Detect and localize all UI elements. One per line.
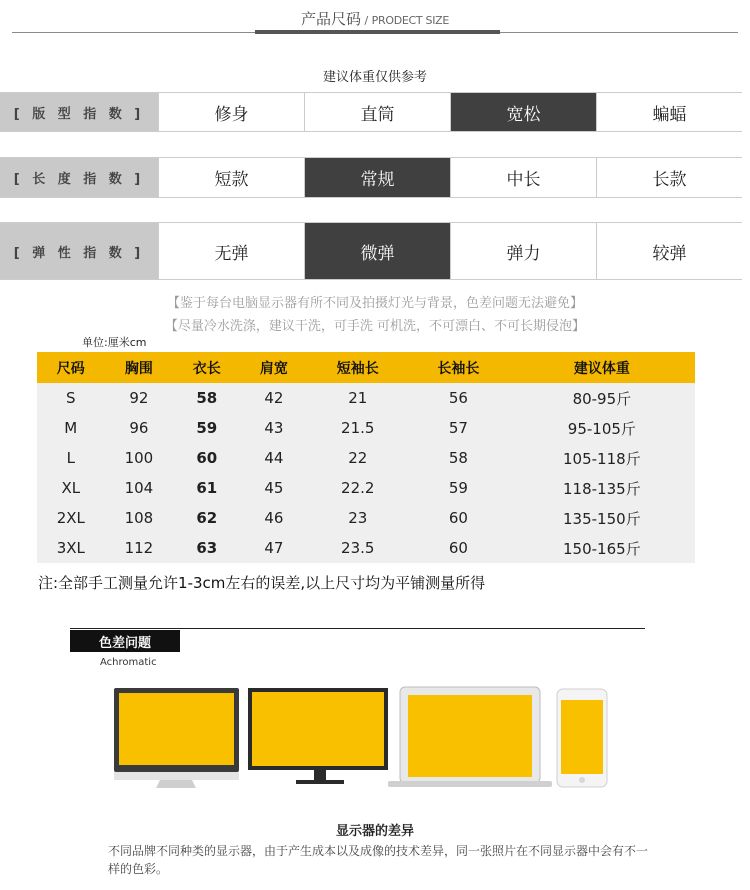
- table-cell: 22: [348, 449, 368, 467]
- color-diff-subtitle: Achromatic: [100, 657, 157, 668]
- table-cell: L: [66, 449, 75, 467]
- table-cell: 118-135斤: [563, 479, 641, 498]
- table-cell: 22.2: [341, 479, 375, 497]
- table-cell: 59: [448, 479, 468, 497]
- index-option: 较弹: [596, 223, 742, 279]
- header-accent-bar: [255, 30, 500, 34]
- table-header-cell: 衣长: [173, 352, 240, 383]
- table-cell: 105-118斤: [563, 449, 641, 468]
- table-cell: 21: [348, 389, 368, 407]
- table-cell: M: [64, 419, 78, 437]
- index-label: [ 长 度 指 数 ]: [0, 158, 158, 197]
- color-diff-description: 不同品牌不同种类的显示器，由于产生成本以及成像的技术差异，同一张照片在不同显示器中会有不一样的色彩。: [108, 844, 649, 876]
- table-cell: 42: [264, 389, 284, 407]
- table-row: [37, 533, 695, 563]
- table-cell: 150-165斤: [563, 539, 641, 558]
- index-option: 常规: [304, 158, 450, 197]
- color-diff-title: 显示器的差异: [335, 824, 414, 839]
- table-header-cell: 肩宽: [240, 352, 307, 383]
- table-cell: 112: [124, 539, 154, 557]
- table-cell: 3XL: [56, 539, 85, 557]
- tv-monitor-icon: [248, 688, 388, 784]
- table-cell: 47: [264, 539, 284, 557]
- table-cell: 23: [348, 509, 368, 527]
- table-cell: 62: [196, 509, 218, 527]
- index-option: 短款: [158, 158, 304, 197]
- table-cell: 23.5: [341, 539, 375, 557]
- table-cell: 100: [124, 449, 154, 467]
- table-header-cell: 长袖长: [408, 352, 509, 383]
- color-diff-divider: [70, 628, 645, 629]
- laptop-icon: [388, 687, 552, 787]
- table-cell: XL: [61, 479, 81, 497]
- table-cell: 108: [124, 509, 154, 527]
- table-cell: 104: [124, 479, 154, 497]
- table-cell: 60: [448, 509, 468, 527]
- weight-reference-note: 建议体重仅供参考: [322, 70, 427, 85]
- table-cell: 135-150斤: [563, 509, 641, 528]
- page-title: [0, 8, 750, 29]
- title-separator: /: [360, 14, 372, 27]
- table-header-cell: 尺码: [37, 352, 105, 383]
- table-row: [37, 503, 695, 533]
- table-header-cell: 胸围: [105, 352, 174, 383]
- fit-index-row: [0, 92, 742, 132]
- index-option: 中长: [450, 158, 596, 197]
- table-cell: 21.5: [341, 419, 375, 437]
- table-row: [37, 383, 695, 413]
- table-cell: 2XL: [56, 509, 85, 527]
- table-cell: 59: [196, 419, 218, 437]
- index-option: 修身: [158, 93, 304, 131]
- index-label: [ 弹 性 指 数 ]: [0, 223, 158, 279]
- table-row: [37, 443, 695, 473]
- table-cell: 60: [448, 539, 468, 557]
- index-option: 长款: [596, 158, 742, 197]
- table-cell: S: [66, 389, 76, 407]
- elasticity-index-row: [0, 222, 742, 280]
- length-index-row: [0, 157, 742, 198]
- unit-label: 单位:厘米cm: [82, 336, 147, 349]
- table-cell: 92: [129, 389, 149, 407]
- desktop-monitor-icon: [114, 688, 239, 788]
- table-cell: 60: [196, 449, 218, 467]
- devices-illustration: [0, 680, 750, 795]
- index-option: 蝙蝠: [596, 93, 742, 131]
- table-cell: 58: [196, 389, 218, 407]
- table-cell: 44: [264, 449, 284, 467]
- table-cell: 58: [448, 449, 468, 467]
- table-cell: 45: [264, 479, 284, 497]
- index-label: [ 版 型 指 数 ]: [0, 93, 158, 131]
- table-cell: 95-105斤: [567, 419, 636, 438]
- table-cell: 61: [196, 479, 218, 497]
- table-row: [37, 413, 695, 443]
- color-diff-tag: 色差问题: [70, 630, 180, 652]
- title-en: PRODECT SIZE: [371, 14, 450, 27]
- washing-instructions: 【尽量冷水洗涤，建议干洗，可手洗 可机洗，不可漂白、不可长期侵泡】: [164, 319, 586, 334]
- phone-icon: [557, 689, 607, 787]
- table-cell: 63: [196, 539, 218, 557]
- table-cell: 80-95斤: [572, 389, 632, 408]
- color-disclaimer: 【鉴于每台电脑显示器有所不同及拍摄灯光与背景，色差问题无法避免】: [166, 296, 583, 311]
- table-cell: 57: [448, 419, 468, 437]
- table-cell: 96: [129, 419, 149, 437]
- index-option: 弹力: [450, 223, 596, 279]
- table-cell: 56: [448, 389, 468, 407]
- index-option: 宽松: [450, 93, 596, 131]
- size-table: [37, 352, 695, 563]
- index-option: 无弹: [158, 223, 304, 279]
- table-header-cell: 建议体重: [509, 352, 695, 383]
- table-cell: 46: [264, 509, 284, 527]
- table-cell: 43: [264, 419, 284, 437]
- index-option: 微弹: [304, 223, 450, 279]
- index-option: 直筒: [304, 93, 450, 131]
- table-header-cell: 短袖长: [307, 352, 408, 383]
- table-row: [37, 473, 695, 503]
- title-cn: 产品尺码: [300, 10, 361, 28]
- measurement-footnote: 注:全部手工测量允许1-3cm左右的误差,以上尺寸均为平铺测量所得: [38, 574, 486, 592]
